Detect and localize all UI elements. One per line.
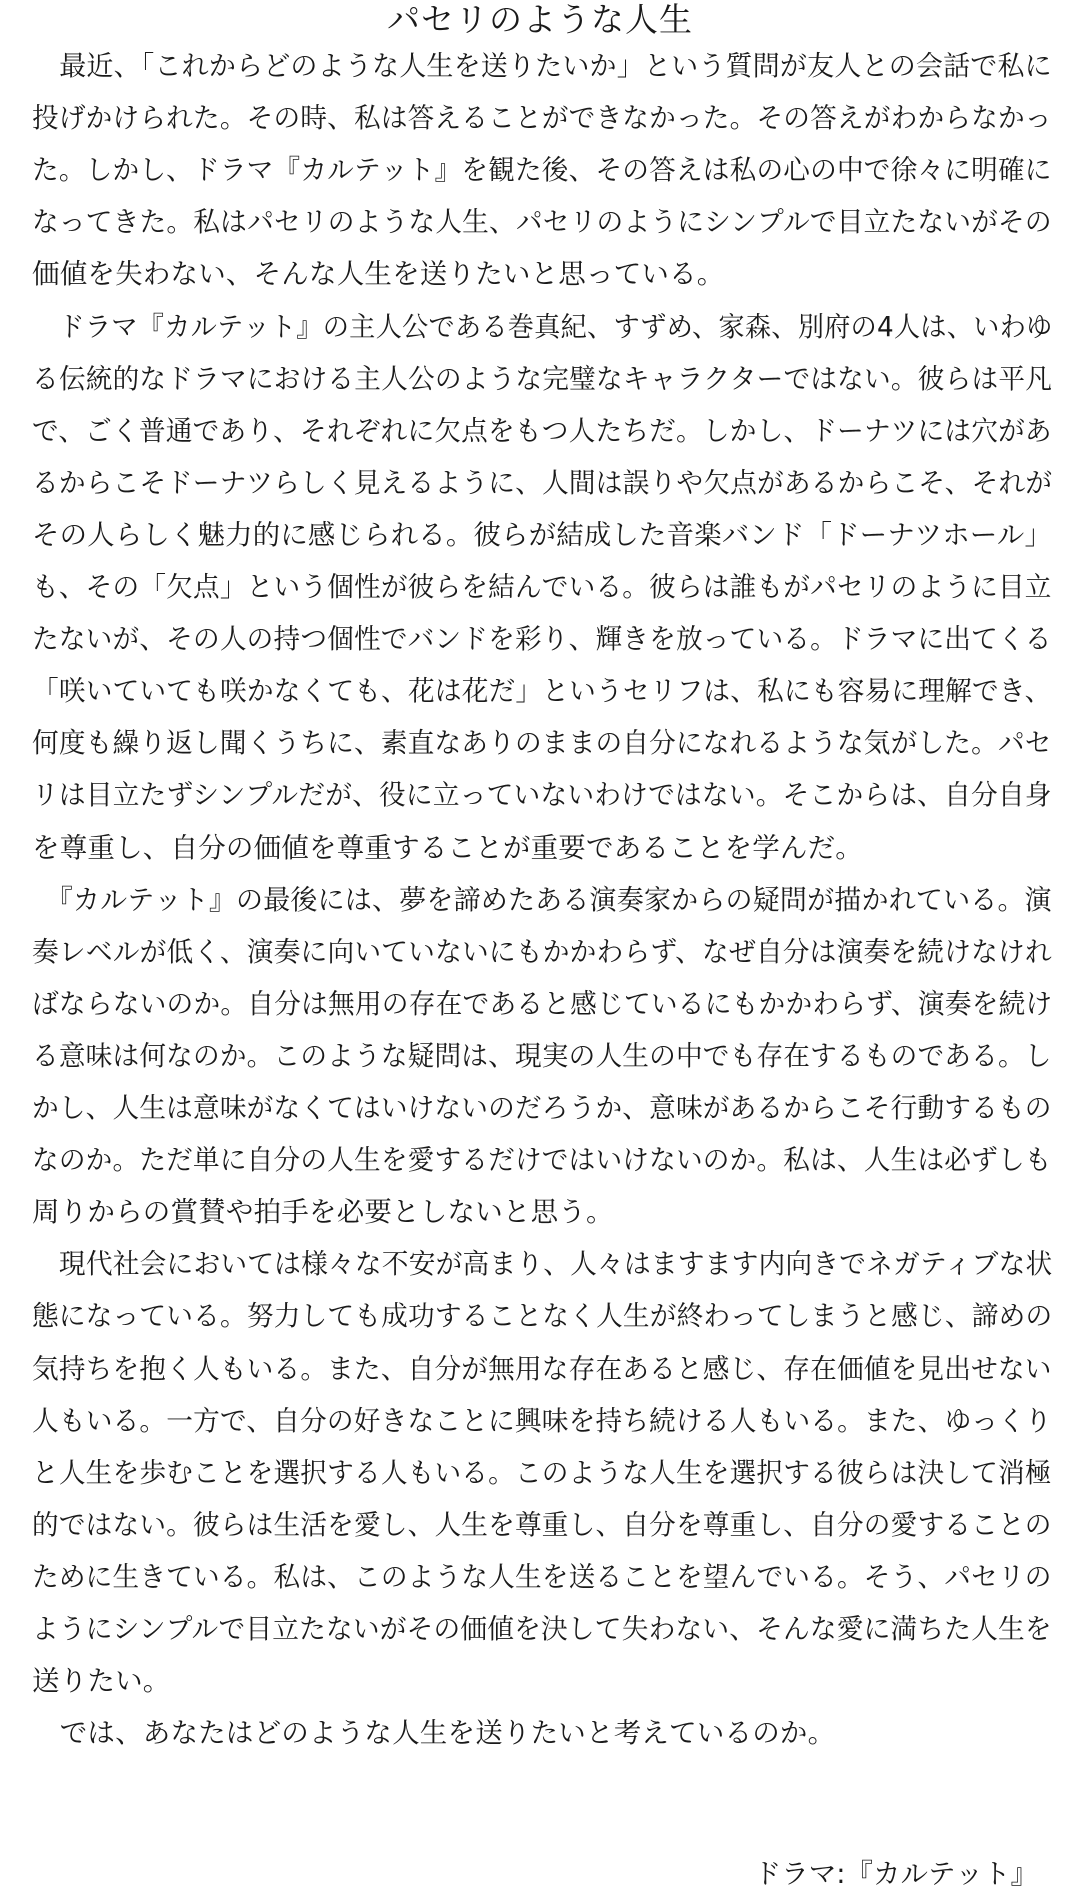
text-line: と人生を歩むことを選択する人もいる。このような人生を選択する彼らは決して消極 bbox=[32, 1456, 1052, 1489]
text-line: なってきた。私はパセリのような人生、パセリのようにシンプルで目立たないがその bbox=[32, 206, 1052, 239]
text-line: ようにシンプルで目立たないがその価値を決して失わない、そんな愛に満ちた人生を bbox=[32, 1613, 1052, 1645]
text-line: リは目立たずシンプルだが、役に立っていないわけではない。そこからは、自分自身 bbox=[32, 779, 1052, 812]
text-line: 態になっている。努力しても成功することなく人生が終わってしまうと感じ、諦めの bbox=[32, 1300, 1053, 1333]
text-line: 価値を失わない、そんな人生を送りたいと思っている。 bbox=[32, 258, 725, 291]
text-line: を尊重し、自分の価値を尊重することが重要であることを学んだ。 bbox=[32, 831, 863, 864]
text-line: で、ごく普通であり、それぞれに欠点をもつ人たちだ。しかし、ドーナツには穴があ bbox=[32, 414, 1052, 447]
text-line: 的ではない。彼らは生活を愛し、人生を尊重し、自分を尊重し、自分の愛することの bbox=[32, 1508, 1052, 1541]
text-line: る伝統的なドラマにおける主人公のような完璧なキャラクターではない。彼らは平凡 bbox=[32, 362, 1053, 395]
text-line: かし、人生は意味がなくてはいけないのだろうか、意味があるからこそ行動するもの bbox=[32, 1092, 1052, 1124]
text-line: 奏レベルが低く、演奏に向いていないにもかかわらず、なぜ自分は演奏を続けなけれ bbox=[32, 935, 1052, 968]
text-line: ために生きている。私は、このような人生を送ることを望んでいる。そう、パセリの bbox=[32, 1560, 1052, 1593]
text-line: も、その「欠点」という個性が彼らを結んでいる。彼らは誰もがパセリのように目立 bbox=[32, 571, 1052, 603]
text-line: た。しかし、ドラマ『カルテット』を観た後、その答えは私の心の中で徐々に明確に bbox=[32, 154, 1052, 187]
text-line: 投げかけられた。その時、私は答えることができなかった。その答えがわからなかっ bbox=[32, 102, 1052, 135]
signature: ドラマ:『カルテット』 bbox=[753, 1858, 1038, 1890]
text-line: なのか。ただ単に自分の人生を愛するだけではいけないのか。私は、人生は必ずしも bbox=[32, 1144, 1052, 1177]
text-line: 『カルテット』の最後には、夢を諦めたある演奏家からの疑問が描かれている。演 bbox=[32, 883, 1052, 916]
page-title: パセリのような人生 bbox=[387, 0, 693, 39]
text-line: 送りたい。 bbox=[32, 1665, 171, 1698]
text-line: ばならないのか。自分は無用の存在であると感じているにもかかわらず、演奏を続け bbox=[32, 987, 1053, 1020]
text-line: たないが、その人の持つ個性でバンドを彩り、輝きを放っている。ドラマに出てくる bbox=[32, 623, 1052, 656]
text-line: 最近、「これからどのような人生を送りたいか」という質問が友人との会話で私に bbox=[32, 50, 1052, 82]
text-line: 周りからの賞賛や拍手を必要としないと思う。 bbox=[32, 1196, 614, 1229]
text-line: ドラマ『カルテット』の主人公である巻真紀、すずめ、家森、別府の4人は、いわゆ bbox=[32, 310, 1053, 343]
text-line: るからこそドーナツらしく見えるように、人間は誤りや欠点があるからこそ、それが bbox=[32, 466, 1053, 499]
text-line: 気持ちを抱く人もいる。また、自分が無用な存在あると感じ、存在価値を見出せない bbox=[32, 1352, 1052, 1385]
text-line: る意味は何なのか。このような疑問は、現実の人生の中でも存在するものである。し bbox=[32, 1039, 1052, 1072]
text-line: 現代社会においては様々な不安が高まり、人々はますます内向きでネガティブな状 bbox=[32, 1248, 1053, 1281]
text-line: その人らしく魅力的に感じられる。彼らが結成した音楽バンド「ドーナツホール」 bbox=[32, 518, 1053, 551]
text-line: では、あなたはどのような人生を送りたいと考えているのか。 bbox=[32, 1717, 836, 1750]
text-line: 「咲いていても咲かなくても、花は花だ」というセリフは、私にも容易に理解でき、 bbox=[32, 675, 1052, 708]
text-line: 人もいる。一方で、自分の好きなことに興味を持ち続ける人もいる。また、ゆっくり bbox=[32, 1404, 1052, 1437]
text-line: 何度も繰り返し聞くうちに、素直なありのままの自分になれるような気がした。パセ bbox=[32, 727, 1052, 760]
